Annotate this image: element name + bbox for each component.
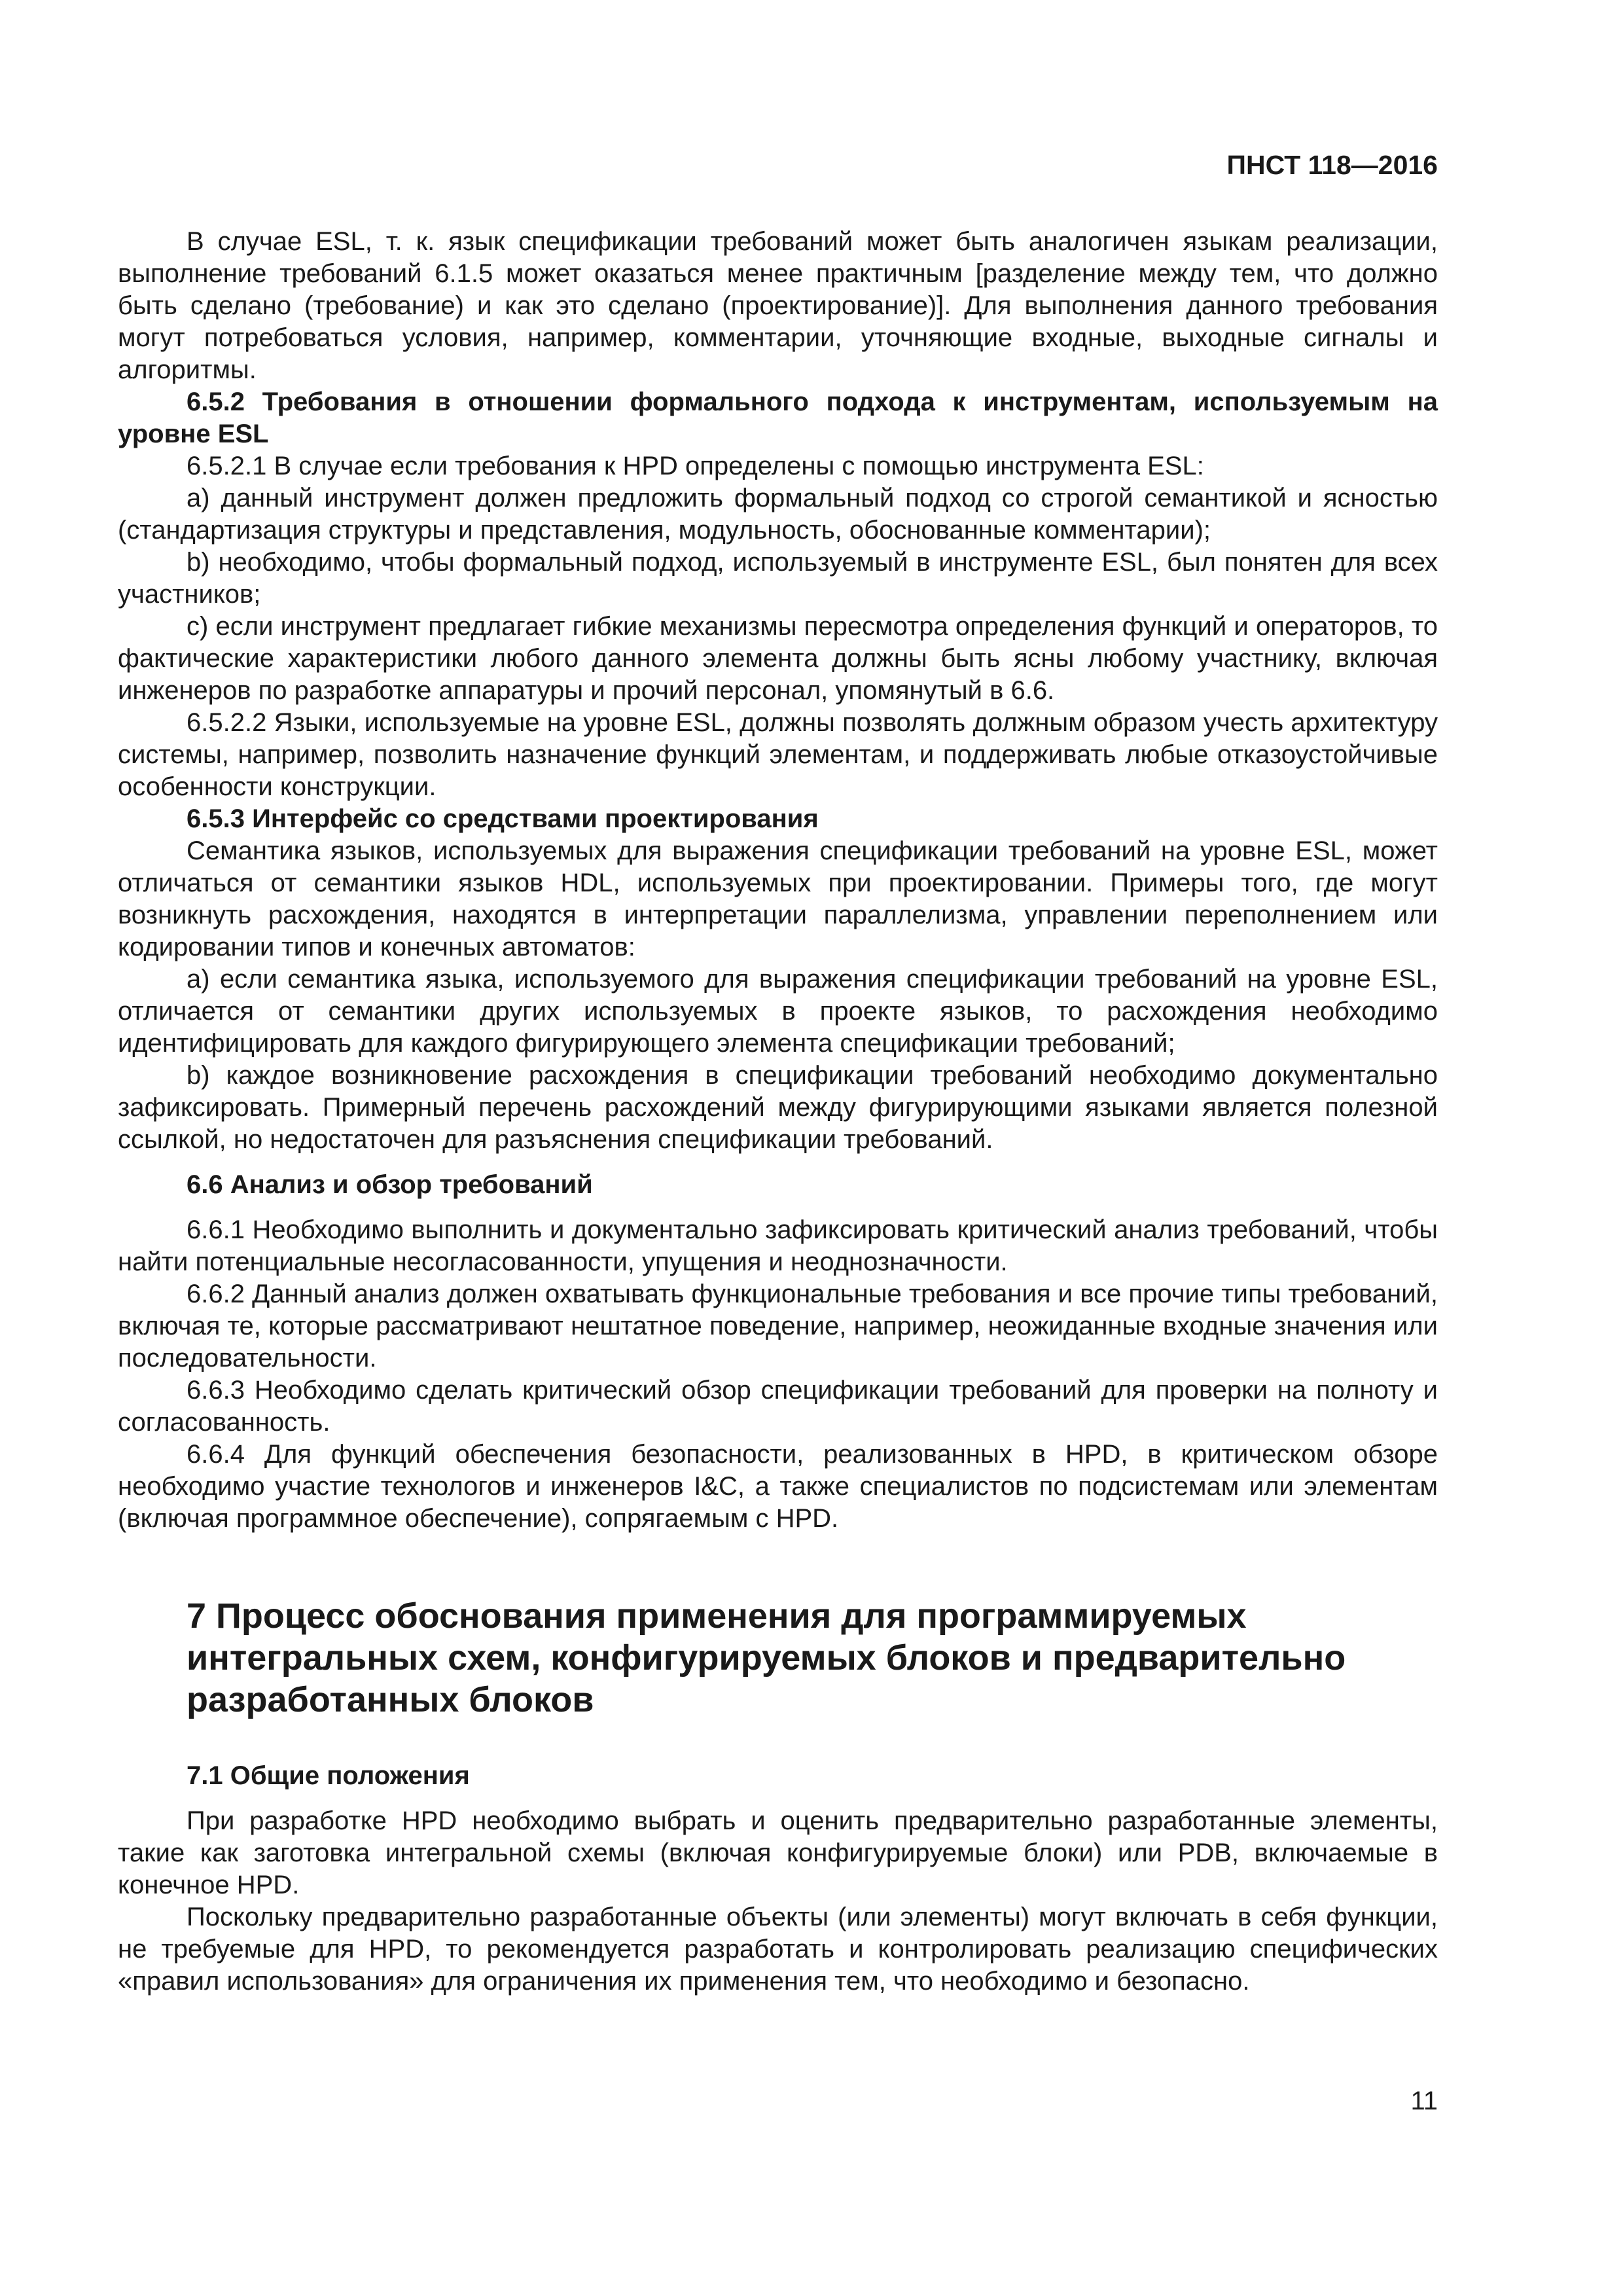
list-item: b) каждое возникновение расхождения в спецификации требований необходимо документально зафиксировать. Примерный перечень расхождений между фигурирующими языками является полезной ссылкой, но недостаточен для разъяснения спецификации требований.: [118, 1061, 1438, 1154]
paragraph: 6.6.3 Необходимо сделать критический обзор спецификации требований для проверки на полноту и согласованность.: [118, 1376, 1438, 1437]
page-number: 11: [1410, 2087, 1438, 2115]
paragraph: При разработке HPD необходимо выбрать и оценить предварительно разработанные элементы, такие как заготовка интегральной схемы (включая конфигурируемые блоки) или PDB, включаемые в конечное HPD.: [118, 1806, 1438, 1899]
subsection-heading-6-5-3: 6.5.3 Интерфейс со средствами проектирования: [187, 804, 819, 833]
subsection-heading-7-1: 7.1 Общие положения: [187, 1761, 470, 1790]
spacer: [118, 1156, 1438, 1169]
spacer: [118, 1201, 1438, 1214]
subsection-heading-6-5-2: 6.5.2 Требования в отношении формального подхода к инструментам, используемым на уровне ESL: [118, 387, 1438, 448]
paragraph: В случае ESL, т. к. язык спецификации требований может быть аналогичен языкам реализации, выполнение требований 6.1.5 может оказаться менее практичным [разделение между тем, что должно быть сделано (требование) и как это сделано (проектирование)]. Для выполнения данного требования могут потребоваться условия, например, комментарии, уточняющие входные, выходные сигналы и алгоритмы.: [118, 227, 1438, 384]
paragraph: Семантика языков, используемых для выражения спецификации требований на уровне ESL, может отличаться от семантики языков HDL, используемых при проектировании. Примеры того, где могут возникнуть расхождения, находятся в интерпретации параллелизма, управлении переполнением или кодировании типов и конечных автоматов:: [118, 836, 1438, 961]
spacer: [118, 1721, 1438, 1760]
list-item: а) данный инструмент должен предложить формальный подход со строгой семантикой и ясностью (стандартизация структуры и представления, модульность, обоснованные комментарии);: [118, 484, 1438, 545]
page-content: [118, 226, 1438, 1998]
paragraph: 6.6.4 Для функций обеспечения безопасности, реализованных в HPD, в критическом обзоре необходимо участие технологов и инженеров I&C, а также специалистов по подсистемам или элементам (включая программное обеспечение), сопрягаемым с HPD.: [118, 1440, 1438, 1533]
document-code: ПНСТ 118—2016: [1226, 150, 1438, 180]
paragraph: 6.6.1 Необходимо выполнить и документально зафиксировать критический анализ требований, чтобы найти потенциальные несогласованности, упущения и неоднозначности.: [118, 1215, 1438, 1276]
paragraph: Поскольку предварительно разработанные объекты (или элементы) могут включать в себя функции, не требуемые для HPD, то рекомендуется разработать и контролировать реализацию специфических «правил использования» для ограничения их применения тем, что необходимо и безопасно.: [118, 1903, 1438, 1996]
paragraph: 6.6.2 Данный анализ должен охватывать функциональные требования и все прочие типы требований, включая те, которые рассматривают нештатное поведение, например, неожиданные входные значения или последовательности.: [118, 1280, 1438, 1372]
subsection-heading-6-6: 6.6 Анализ и обзор требований: [187, 1170, 593, 1199]
spacer: [118, 1535, 1438, 1595]
paragraph: 6.5.2.2 Языки, используемые на уровне ESL, должны позволять должным образом учесть архитектуру системы, например, позволить назначение функций элементам, и поддерживать любые отказоустойчивые особенности конструкции.: [118, 708, 1438, 801]
spacer: [118, 1792, 1438, 1805]
list-item: с) если инструмент предлагает гибкие механизмы пересмотра определения функций и операторов, то фактические характеристики любого данного элемента должны быть ясны любому участнику, включая инженеров по разработке аппаратуры и прочий персонал, упомянутый в 6.6.: [118, 612, 1438, 705]
list-item: а) если семантика языка, используемого для выражения спецификации требований на уровне ESL, отличается от семантики других используемых в проекте языков, то расхождения необходимо идентифицировать для каждого фигурирующего элемента спецификации требований;: [118, 965, 1438, 1058]
list-item: b) необходимо, чтобы формальный подход, используемый в инструменте ESL, был понятен для всех участников;: [118, 548, 1438, 609]
paragraph: 6.5.2.1 В случае если требования к HPD определены с помощью инструмента ESL:: [187, 452, 1204, 480]
section-heading-7: 7 Процесс обоснования применения для программируемых интегральных схем, конфигурируемых блоков и предварительно разработанных блоков: [187, 1596, 1346, 1719]
